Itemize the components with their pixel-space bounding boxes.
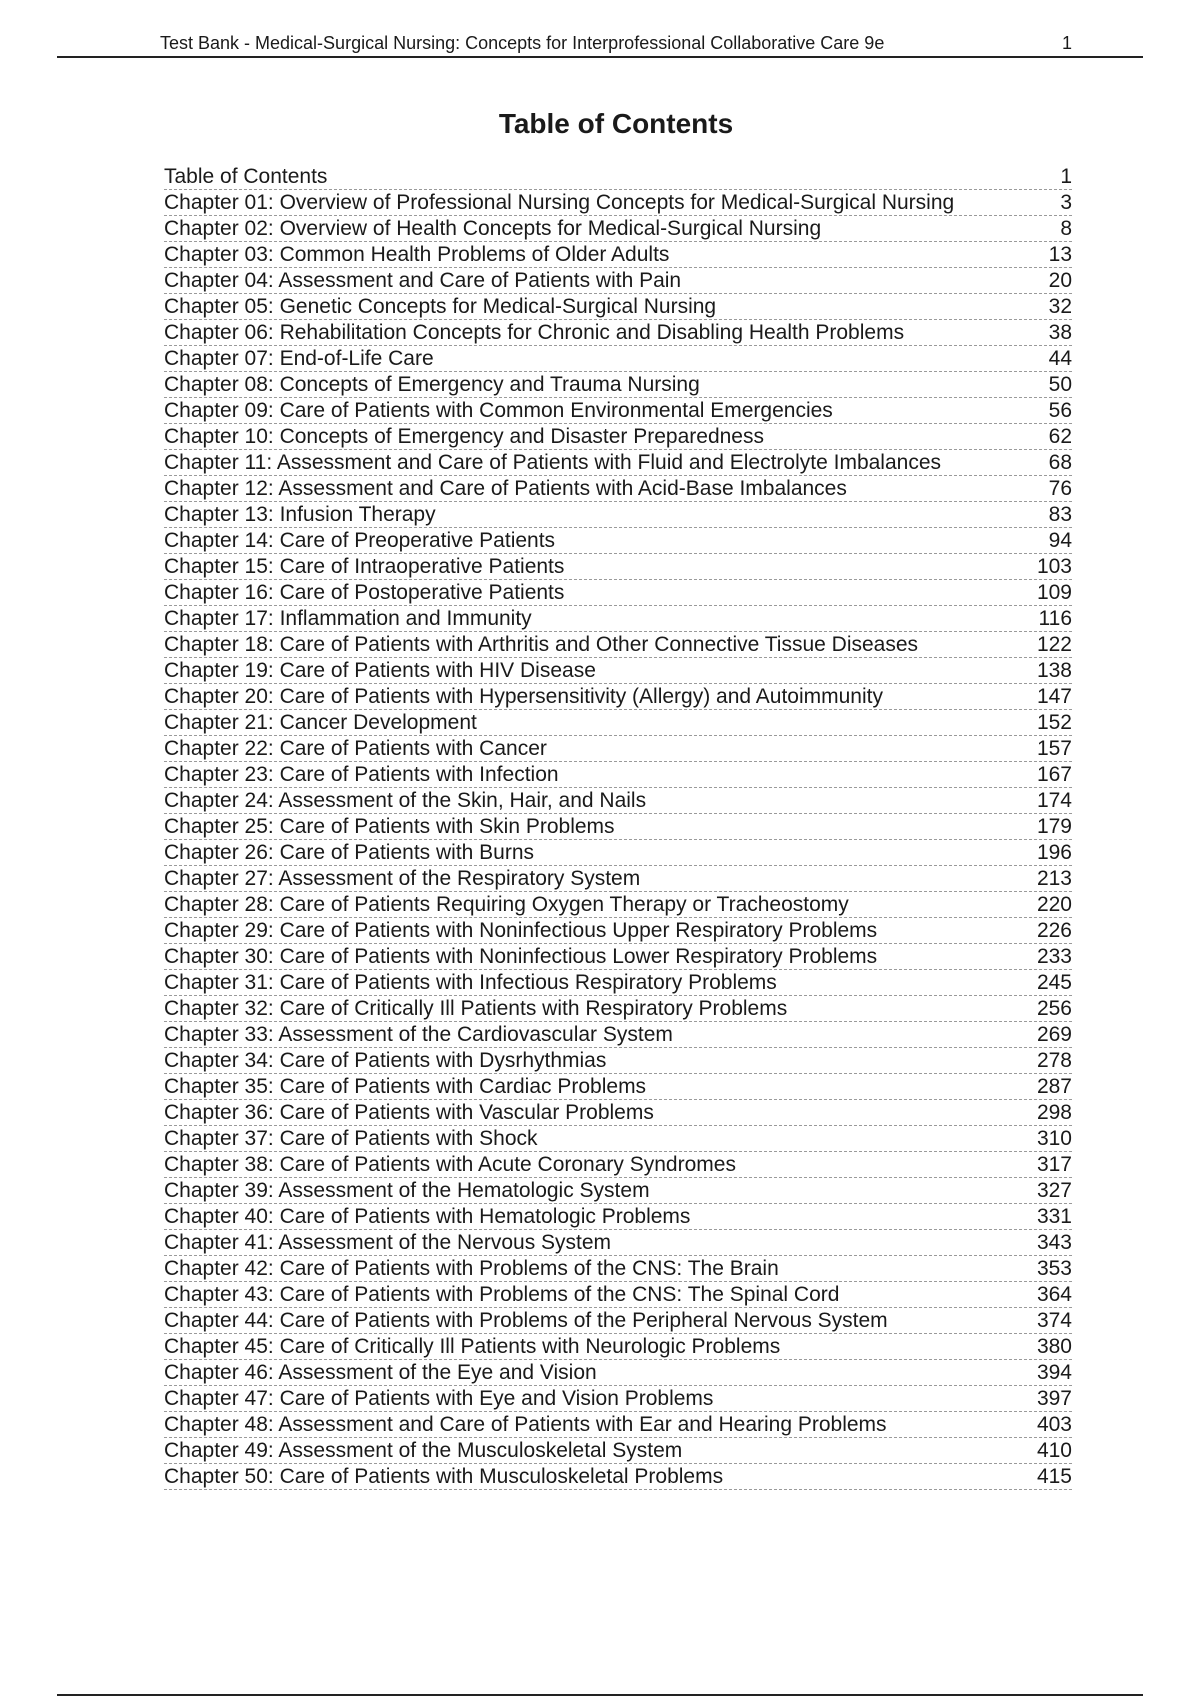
toc-entry[interactable] bbox=[164, 658, 1072, 684]
toc-entry-page[interactable]: 245 bbox=[1036, 971, 1072, 994]
toc-entry-page[interactable]: 213 bbox=[1036, 867, 1072, 890]
toc-entry-label[interactable]: Chapter 32: Care of Critically Ill Patients with Respiratory Problems bbox=[164, 997, 788, 1020]
toc-entry[interactable] bbox=[164, 216, 1072, 242]
toc-entry-page[interactable]: 287 bbox=[1036, 1075, 1072, 1098]
toc-entry-page[interactable]: 8 bbox=[1060, 217, 1072, 240]
toc-entry-page[interactable]: 56 bbox=[1048, 399, 1072, 422]
toc-entry-label[interactable]: Chapter 13: Infusion Therapy bbox=[164, 503, 436, 526]
page-header bbox=[160, 30, 1072, 56]
toc-entry-page[interactable]: 179 bbox=[1036, 815, 1072, 838]
toc-entry-label[interactable]: Chapter 48: Assessment and Care of Patients with Ear and Hearing Problems bbox=[164, 1413, 887, 1436]
toc-entry-page[interactable]: 62 bbox=[1048, 425, 1072, 448]
toc-entry-page[interactable]: 380 bbox=[1036, 1335, 1072, 1358]
toc-entry-label[interactable]: Chapter 27: Assessment of the Respiratory System bbox=[164, 867, 641, 890]
toc-entry-label[interactable]: Chapter 25: Care of Patients with Skin Problems bbox=[164, 815, 615, 838]
toc-entry[interactable] bbox=[164, 918, 1072, 944]
toc-entry-label[interactable]: Chapter 39: Assessment of the Hematologic System bbox=[164, 1179, 650, 1202]
toc-entry-label[interactable]: Chapter 24: Assessment of the Skin, Hair, and Nails bbox=[164, 789, 647, 812]
toc-entry-label[interactable]: Chapter 03: Common Health Problems of Older Adults bbox=[164, 243, 670, 266]
toc-entry-page[interactable]: 310 bbox=[1036, 1127, 1072, 1150]
toc-entry-label[interactable]: Chapter 18: Care of Patients with Arthritis and Other Connective Tissue Diseases bbox=[164, 633, 919, 656]
toc-entry[interactable] bbox=[164, 268, 1072, 294]
toc-entry[interactable] bbox=[164, 1178, 1072, 1204]
toc-entry-page[interactable]: 327 bbox=[1036, 1179, 1072, 1202]
toc-entry[interactable] bbox=[164, 450, 1072, 476]
toc-entry[interactable] bbox=[164, 1464, 1072, 1490]
toc-entry-label[interactable]: Chapter 41: Assessment of the Nervous System bbox=[164, 1231, 612, 1254]
toc-entry-label[interactable]: Chapter 23: Care of Patients with Infection bbox=[164, 763, 559, 786]
toc-entry[interactable] bbox=[164, 970, 1072, 996]
toc-entry[interactable] bbox=[164, 398, 1072, 424]
toc-entry[interactable] bbox=[164, 1074, 1072, 1100]
toc-list bbox=[164, 164, 1072, 1490]
toc-entry-label[interactable]: Chapter 38: Care of Patients with Acute Coronary Syndromes bbox=[164, 1153, 736, 1176]
toc-entry-label[interactable]: Chapter 31: Care of Patients with Infectious Respiratory Problems bbox=[164, 971, 777, 994]
toc-entry-label[interactable]: Chapter 46: Assessment of the Eye and Vision bbox=[164, 1361, 597, 1384]
toc-entry[interactable] bbox=[164, 1204, 1072, 1230]
toc-entry-label[interactable]: Chapter 49: Assessment of the Musculoskeletal System bbox=[164, 1439, 683, 1462]
toc-heading: Table of Contents bbox=[498, 108, 734, 139]
toc-entry-page[interactable]: 83 bbox=[1048, 503, 1072, 526]
header-title: Test Bank - Medical-Surgical Nursing: Concepts for Interprofessional Collaborative Care 9e bbox=[160, 33, 885, 53]
toc-entry[interactable] bbox=[164, 580, 1072, 606]
toc-entry[interactable] bbox=[164, 346, 1072, 372]
toc-entry[interactable] bbox=[164, 814, 1072, 840]
toc-entry-label[interactable]: Chapter 35: Care of Patients with Cardiac Problems bbox=[164, 1075, 647, 1098]
toc-entry[interactable] bbox=[164, 1022, 1072, 1048]
toc-entry[interactable] bbox=[164, 1334, 1072, 1360]
toc-entry-page[interactable]: 269 bbox=[1036, 1023, 1072, 1046]
toc-entry-page[interactable]: 103 bbox=[1036, 555, 1072, 578]
toc-entry[interactable] bbox=[164, 710, 1072, 736]
toc-entry-page[interactable]: 138 bbox=[1036, 659, 1072, 682]
toc-entry-page[interactable]: 196 bbox=[1036, 841, 1072, 864]
toc-entry[interactable] bbox=[164, 1386, 1072, 1412]
toc-entry-page[interactable]: 116 bbox=[1038, 607, 1072, 630]
toc-entry-label[interactable]: Chapter 11: Assessment and Care of Patients with Fluid and Electrolyte Imbalances bbox=[164, 451, 942, 474]
toc-entry[interactable] bbox=[164, 788, 1072, 814]
toc-entry[interactable] bbox=[164, 1438, 1072, 1464]
toc-entry-page[interactable]: 415 bbox=[1036, 1465, 1072, 1488]
toc-entry[interactable] bbox=[164, 866, 1072, 892]
toc-entry[interactable] bbox=[164, 372, 1072, 398]
toc-entry-label[interactable]: Chapter 29: Care of Patients with Noninfectious Upper Respiratory Problems bbox=[164, 919, 878, 942]
toc-entry[interactable] bbox=[164, 762, 1072, 788]
toc-entry-page[interactable]: 152 bbox=[1036, 711, 1072, 734]
toc-entry-label[interactable]: Chapter 26: Care of Patients with Burns bbox=[164, 841, 535, 864]
toc-entry-label[interactable]: Table of Contents bbox=[164, 165, 328, 188]
toc-entry[interactable] bbox=[164, 1048, 1072, 1074]
toc-entry-label[interactable]: Chapter 07: End-of-Life Care bbox=[164, 347, 434, 370]
toc-entry-label[interactable]: Chapter 37: Care of Patients with Shock bbox=[164, 1127, 538, 1150]
header-page-number: 1 bbox=[1061, 33, 1072, 53]
toc-entry-page[interactable]: 394 bbox=[1036, 1361, 1072, 1384]
toc-entry[interactable] bbox=[164, 190, 1072, 216]
toc-entry-label[interactable]: Chapter 43: Care of Patients with Problems of the CNS: The Spinal Cord bbox=[164, 1283, 840, 1306]
toc-entry[interactable] bbox=[164, 1256, 1072, 1282]
toc-entry-label[interactable]: Chapter 20: Care of Patients with Hypersensitivity (Allergy) and Autoimmunity bbox=[164, 685, 883, 708]
toc-entry-page[interactable]: 32 bbox=[1048, 295, 1072, 318]
toc-entry-page[interactable]: 353 bbox=[1036, 1257, 1072, 1280]
toc-entry[interactable] bbox=[164, 424, 1072, 450]
toc-entry-page[interactable]: 278 bbox=[1036, 1049, 1072, 1072]
toc-entry-page[interactable]: 122 bbox=[1036, 633, 1072, 656]
toc-entry-label[interactable]: Chapter 28: Care of Patients Requiring Oxygen Therapy or Tracheostomy bbox=[164, 893, 849, 916]
toc-entry[interactable] bbox=[164, 606, 1072, 632]
toc-entry-page[interactable]: 317 bbox=[1036, 1153, 1072, 1176]
toc-entry-label[interactable]: Chapter 12: Assessment and Care of Patients with Acid-Base Imbalances bbox=[164, 477, 847, 500]
toc-entry-page[interactable]: 410 bbox=[1036, 1439, 1072, 1462]
toc-entry[interactable] bbox=[164, 1100, 1072, 1126]
toc-entry-label[interactable]: Chapter 17: Inflammation and Immunity bbox=[164, 607, 532, 630]
toc-entry-page[interactable]: 226 bbox=[1036, 919, 1072, 942]
toc-entry-label[interactable]: Chapter 19: Care of Patients with HIV Disease bbox=[164, 659, 596, 682]
toc-entry[interactable] bbox=[164, 944, 1072, 970]
toc-entry[interactable] bbox=[164, 1282, 1072, 1308]
toc-entry[interactable] bbox=[164, 1360, 1072, 1386]
toc-entry-label[interactable]: Chapter 34: Care of Patients with Dysrhythmias bbox=[164, 1049, 607, 1072]
toc-entry[interactable] bbox=[164, 1308, 1072, 1334]
toc-entry-page[interactable]: 233 bbox=[1036, 945, 1072, 968]
toc-entry-label[interactable]: Chapter 15: Care of Intraoperative Patients bbox=[164, 555, 565, 578]
toc-entry-page[interactable]: 1 bbox=[1060, 165, 1072, 188]
toc-entry-label[interactable]: Chapter 22: Care of Patients with Cancer bbox=[164, 737, 547, 760]
toc-entry-label[interactable]: Chapter 05: Genetic Concepts for Medical-Surgical Nursing bbox=[164, 295, 717, 318]
toc-entry[interactable] bbox=[164, 684, 1072, 710]
toc-entry-label[interactable]: Chapter 42: Care of Patients with Problems of the CNS: The Brain bbox=[164, 1257, 779, 1280]
toc-entry[interactable] bbox=[164, 840, 1072, 866]
toc-entry-page[interactable]: 76 bbox=[1048, 477, 1072, 500]
toc-entry[interactable] bbox=[164, 502, 1072, 528]
toc-entry[interactable] bbox=[164, 736, 1072, 762]
toc-entry[interactable] bbox=[164, 892, 1072, 918]
toc-entry[interactable] bbox=[164, 996, 1072, 1022]
footer-divider bbox=[57, 1694, 1143, 1696]
toc-entry-label[interactable]: Chapter 06: Rehabilitation Concepts for Chronic and Disabling Health Problems bbox=[164, 321, 905, 344]
toc-entry-page[interactable]: 50 bbox=[1048, 373, 1072, 396]
toc-entry-label[interactable]: Chapter 08: Concepts of Emergency and Trauma Nursing bbox=[164, 373, 700, 396]
toc-entry[interactable] bbox=[164, 1152, 1072, 1178]
toc-entry[interactable] bbox=[164, 554, 1072, 580]
toc-entry-page[interactable]: 109 bbox=[1036, 581, 1072, 604]
toc-entry[interactable] bbox=[164, 320, 1072, 346]
toc-entry-label[interactable]: Chapter 44: Care of Patients with Problems of the Peripheral Nervous System bbox=[164, 1309, 888, 1332]
toc-entry-page[interactable]: 44 bbox=[1048, 347, 1072, 370]
toc-entry-page[interactable]: 147 bbox=[1036, 685, 1072, 708]
toc-entry-page[interactable]: 174 bbox=[1036, 789, 1072, 812]
toc-entry[interactable] bbox=[164, 294, 1072, 320]
toc-entry-label[interactable]: Chapter 10: Concepts of Emergency and Disaster Preparedness bbox=[164, 425, 764, 448]
toc-entry[interactable] bbox=[164, 1230, 1072, 1256]
toc-entry-label[interactable]: Chapter 04: Assessment and Care of Patients with Pain bbox=[164, 269, 682, 292]
toc-entry-page[interactable]: 403 bbox=[1036, 1413, 1072, 1436]
toc-entry-label[interactable]: Chapter 01: Overview of Professional Nursing Concepts for Medical-Surgical Nursing bbox=[164, 191, 955, 214]
toc-entry-page[interactable]: 68 bbox=[1048, 451, 1072, 474]
toc-entry-page[interactable]: 397 bbox=[1036, 1387, 1072, 1410]
toc-entry-page[interactable]: 13 bbox=[1048, 243, 1072, 266]
toc-entry-page[interactable]: 167 bbox=[1036, 763, 1072, 786]
toc-entry-page[interactable]: 20 bbox=[1048, 269, 1072, 292]
toc-entry-page[interactable]: 157 bbox=[1036, 737, 1072, 760]
toc-entry-label[interactable]: Chapter 02: Overview of Health Concepts for Medical-Surgical Nursing bbox=[164, 217, 822, 240]
toc-entry-page[interactable]: 38 bbox=[1048, 321, 1072, 344]
toc-entry-label[interactable]: Chapter 36: Care of Patients with Vascular Problems bbox=[164, 1101, 654, 1124]
toc-entry-label[interactable]: Chapter 21: Cancer Development bbox=[164, 711, 477, 734]
toc-entry[interactable] bbox=[164, 242, 1072, 268]
toc-entry[interactable] bbox=[164, 476, 1072, 502]
toc-entry-page[interactable]: 220 bbox=[1036, 893, 1072, 916]
toc-entry-page[interactable]: 331 bbox=[1036, 1205, 1072, 1228]
toc-entry[interactable] bbox=[164, 1412, 1072, 1438]
toc-entry-label[interactable]: Chapter 33: Assessment of the Cardiovascular System bbox=[164, 1023, 673, 1046]
toc-entry-page[interactable]: 256 bbox=[1036, 997, 1072, 1020]
toc-entry[interactable] bbox=[164, 632, 1072, 658]
toc-entry-page[interactable]: 298 bbox=[1036, 1101, 1072, 1124]
toc-entry-label[interactable]: Chapter 45: Care of Critically Ill Patients with Neurologic Problems bbox=[164, 1335, 781, 1358]
toc-entry-label[interactable]: Chapter 14: Care of Preoperative Patients bbox=[164, 529, 556, 552]
toc-entry[interactable] bbox=[164, 528, 1072, 554]
toc-entry[interactable] bbox=[164, 164, 1072, 190]
toc-entry[interactable] bbox=[164, 1126, 1072, 1152]
toc-entry-label[interactable]: Chapter 50: Care of Patients with Musculoskeletal Problems bbox=[164, 1465, 724, 1488]
toc-entry-page[interactable]: 343 bbox=[1036, 1231, 1072, 1254]
toc-entry-label[interactable]: Chapter 16: Care of Postoperative Patients bbox=[164, 581, 565, 604]
toc-entry-page[interactable]: 94 bbox=[1048, 529, 1072, 552]
toc-entry-label[interactable]: Chapter 40: Care of Patients with Hematologic Problems bbox=[164, 1205, 691, 1228]
toc-entry-page[interactable]: 364 bbox=[1036, 1283, 1072, 1306]
toc-entry-label[interactable]: Chapter 09: Care of Patients with Common Environmental Emergencies bbox=[164, 399, 833, 422]
toc-entry-label[interactable]: Chapter 47: Care of Patients with Eye and Vision Problems bbox=[164, 1387, 714, 1410]
header-divider bbox=[57, 56, 1143, 58]
toc-entry-page[interactable]: 3 bbox=[1060, 191, 1072, 214]
toc-entry-label[interactable]: Chapter 30: Care of Patients with Noninfectious Lower Respiratory Problems bbox=[164, 945, 878, 968]
toc-entry-page[interactable]: 374 bbox=[1036, 1309, 1072, 1332]
